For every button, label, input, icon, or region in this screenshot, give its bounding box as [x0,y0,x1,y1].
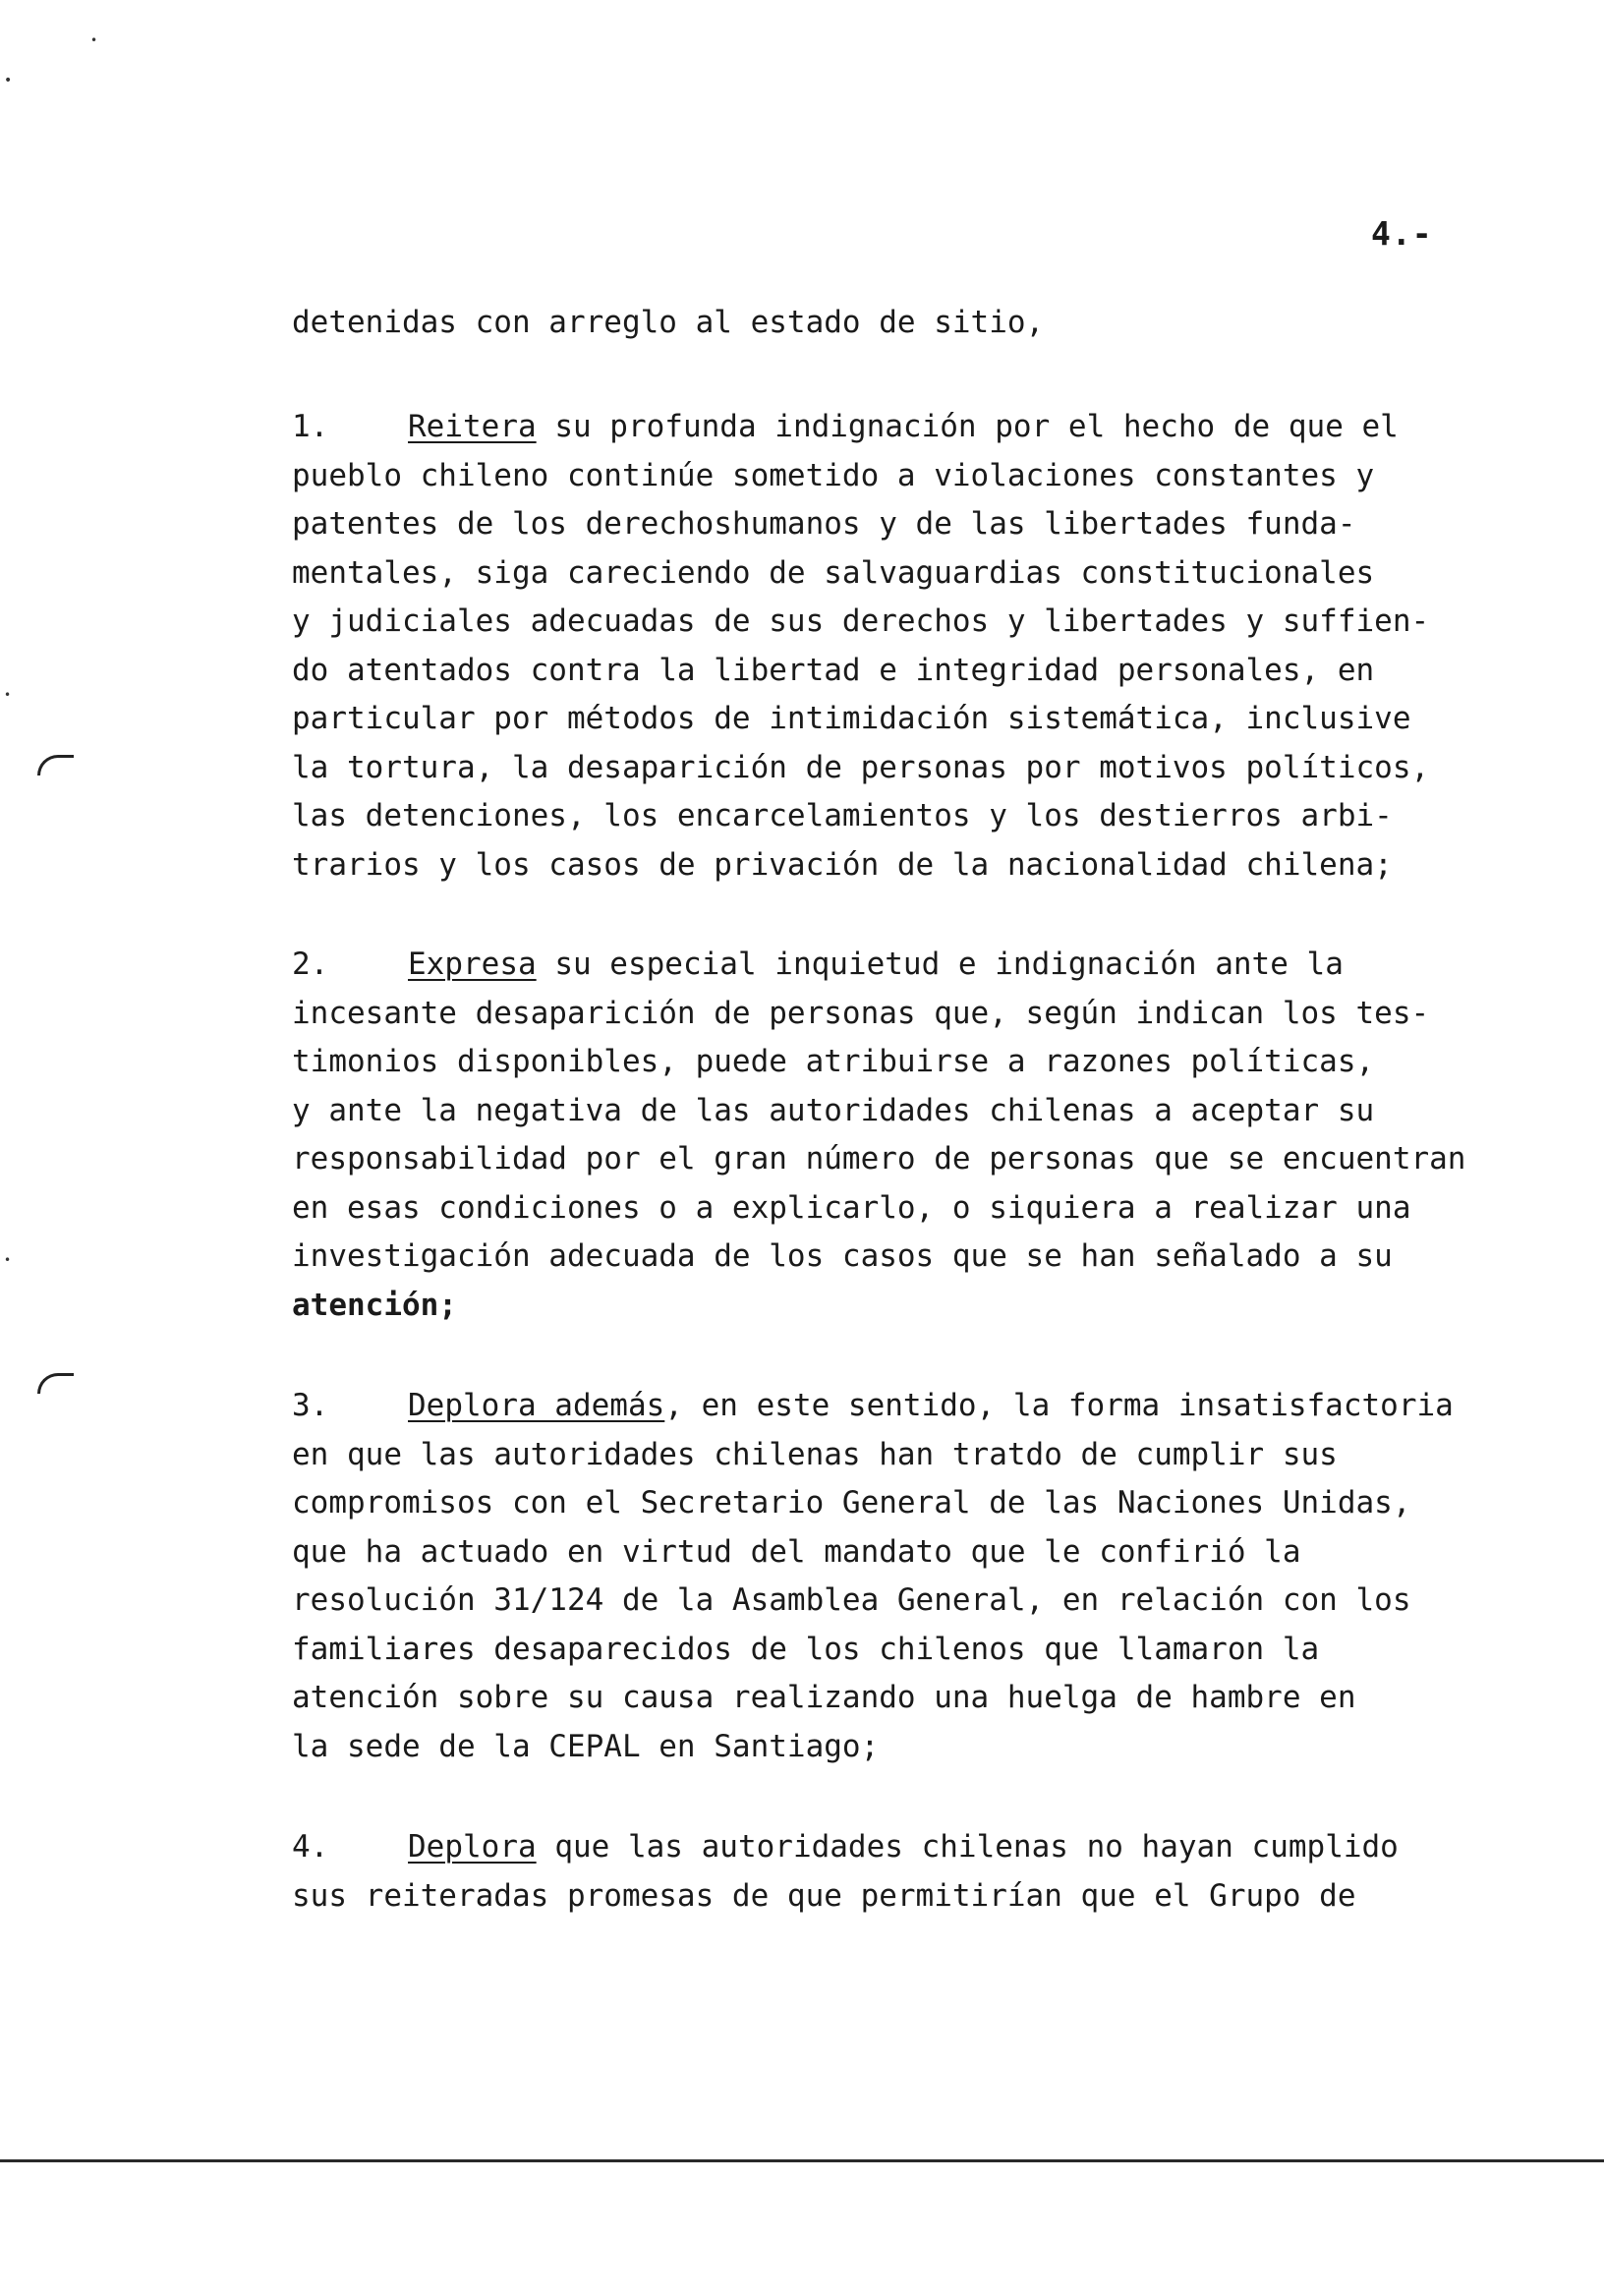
page-number: 4.- [1371,214,1433,253]
paragraph-number: 4. [292,1829,329,1865]
text-line [292,1823,1579,1872]
text-line: la sede de la CEPAL en Santiago; [292,1728,880,1764]
text-line: las detenciones, los encarcelamientos y los destierros arbi- [292,798,1393,833]
operative-verb: Deplora además [408,1388,665,1423]
text-line: sus reiteradas promesas de que permitirían que el Grupo de [292,1877,1356,1914]
text-line: atención sobre su causa realizando una huelga de hambre en [292,1680,1356,1715]
text-line: la tortura, la desaparición de personas por motivos políticos, [292,749,1430,785]
operative-verb: Reitera [408,409,537,444]
text-line [292,1382,1579,1431]
scan-speck: • [4,73,13,88]
text-line: patentes de los derechoshumanos y de las libertades funda- [292,506,1356,542]
text-line: en esas condiciones o a explicarlo, o siquiera a realizar una [292,1189,1411,1226]
text-line: mentales, siga careciendo de salvaguardias constitucionales [292,554,1375,591]
text-line: investigación adecuada de los casos que se han señalado a su [292,1238,1393,1274]
text-line: timonios disponibles, puede atribuirse a razones políticas, [292,1044,1375,1079]
text-line: pueblo chileno continúe sometido a violaciones constantes y [292,457,1375,493]
operative-verb: Expresa [408,947,537,982]
text-line: y judiciales adecuadas de sus derechos y libertades y suffien- [292,603,1430,639]
footer-rule [0,2159,1604,2162]
text-line: resolución 31/124 de la Asamblea General, en relación con los [292,1582,1411,1618]
paragraph-number: 3. [292,1388,329,1423]
text-line: que ha actuado en virtud del mandato que le confirió la [292,1533,1301,1570]
intro-text [292,299,1579,348]
line-continuation: que las autoridades chilenas no hayan cumplido [536,1829,1399,1865]
text-line [292,941,1579,990]
paragraph-number: 2. [292,947,329,982]
text-line: y ante la negativa de las autoridades chilenas a aceptar su [292,1092,1375,1128]
text-line: do atentados contra la libertad e integridad personales, en [292,652,1375,688]
text-line [292,403,1579,452]
paragraph-2 [292,941,1579,1330]
line-continuation: su especial inquietud e indignación ante la [536,947,1344,982]
scan-speck: • [4,688,12,702]
text-line: atención; [292,1287,457,1323]
paragraph-4 [292,1823,1579,1921]
paragraph-1 [292,403,1579,890]
scan-speck: • [4,1253,12,1267]
scan-speck: • [90,33,98,47]
paragraph-3 [292,1382,1579,1771]
paragraph-number: 1. [292,409,329,444]
text-line: familiares desaparecidos de los chilenos que llamaron la [292,1631,1320,1667]
text-line: detenidas con arreglo al estado de sitio, [292,305,1045,340]
text-line: particular por métodos de intimidación sistemática, inclusive [292,701,1411,736]
punch-hole-mark [37,1373,74,1394]
text-line: responsabilidad por el gran número de personas que se encuentran [292,1141,1466,1177]
operative-verb: Deplora [408,1829,537,1865]
line-continuation: , en este sentido, la forma insatisfactoria [664,1388,1454,1423]
text-line: en que las autoridades chilenas han tratdo de cumplir sus [292,1436,1338,1472]
text-line: trarios y los casos de privación de la nacionalidad chilena; [292,846,1393,883]
line-continuation: su profunda indignación por el hecho de que el [536,409,1399,444]
text-line: incesante desaparición de personas que, según indican los tes- [292,995,1430,1031]
punch-hole-mark [37,755,74,775]
text-line: compromisos con el Secretario General de las Naciones Unidas, [292,1485,1411,1521]
